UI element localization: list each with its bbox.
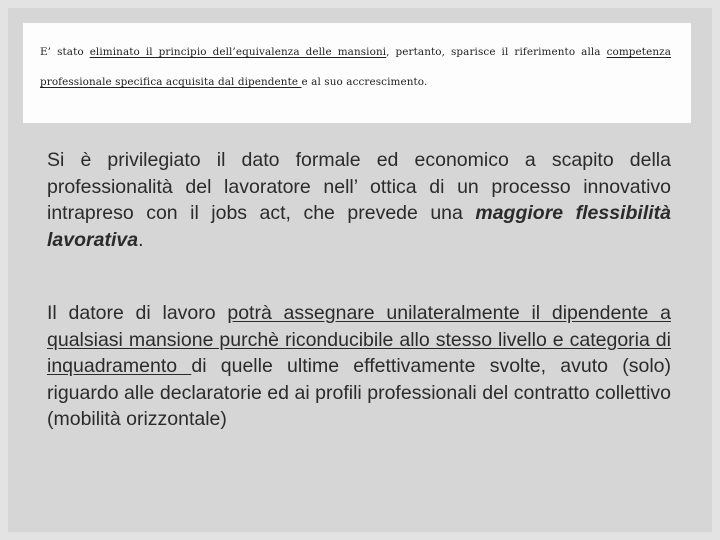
paragraph1-text: Si è privilegiato il dato formale ed economico a scapito della professionalità del lavoratore nell’ ottica di un processo innovativo intrapreso con il jobs act, che prevede una: [47, 149, 671, 224]
paragraph2-underlined: potrà assegnare unilateralmente il dipendente a qualsiasi mansione purchè riconducibile allo stesso livello e categoria di inquadramento: [47, 302, 671, 377]
top-note-underlined-principle: eliminato il principio dell’equivalenza delle mansioni: [89, 46, 387, 58]
top-note-text: E’ stato: [40, 46, 90, 58]
paragraph1-emphasis: maggiore flessibilità lavorativa: [47, 202, 671, 251]
top-note-text-middle: , pertanto, sparisce il riferimento alla: [386, 46, 607, 58]
paragraph-flexibility: [47, 147, 671, 253]
paragraph1-end: .: [138, 228, 144, 251]
top-note-underlined-competence: competenza professionale specifica acquisita dal dipendente: [40, 46, 671, 88]
paragraph2-text: Il datore di lavoro: [47, 302, 228, 324]
top-note-box: [23, 23, 691, 123]
paragraph-employer-rights: [47, 300, 671, 433]
slide: [8, 8, 712, 532]
top-note-text-end: e al suo accrescimento.: [301, 76, 428, 88]
paragraph2-end: di quelle ultime effettivamente svolte, avuto (solo) riguardo alle declaratorie ed ai profili professionali del contratto collettivo (mobilità orizzontale): [47, 355, 671, 430]
